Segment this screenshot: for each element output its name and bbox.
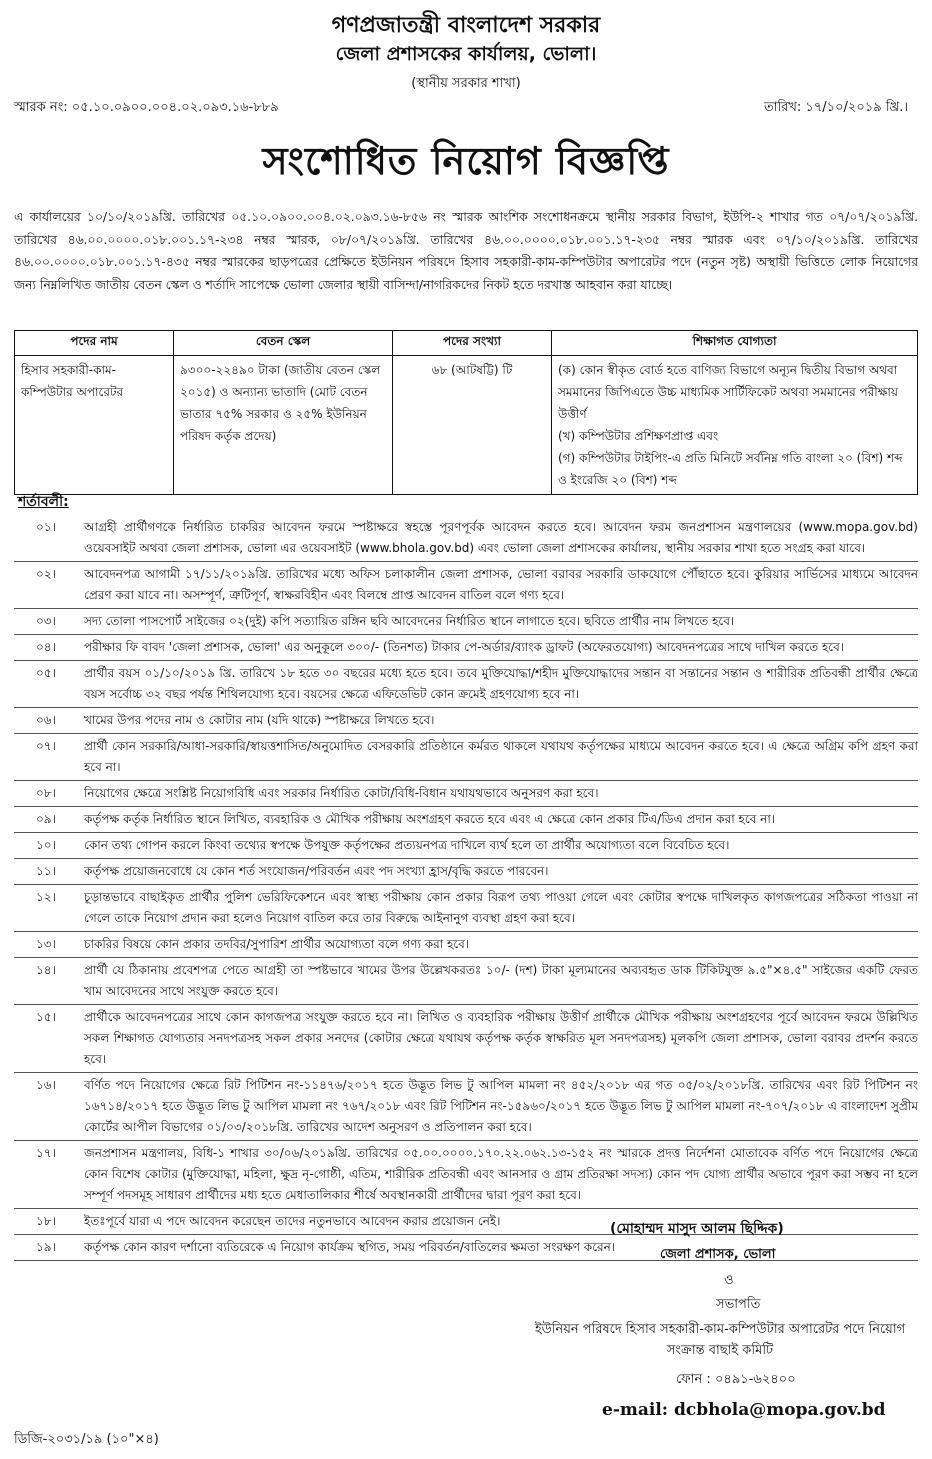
committee-name: ইউনিয়ন পরিষদে হিসাব সহকারী-কাম-কম্পিউটার অপারেটর পদে নিয়োগ সংক্রান্ত বাছাই কমিটি: [534, 1322, 906, 1358]
term-text: ইতঃপূর্বে যারা এ পদে আবেদন করেছেন তাদের নতুনভাবে আবেদন করার প্রয়োজন নেই।: [84, 1214, 501, 1228]
qualification-a: (ক) কোন স্বীকৃত বোর্ড হতে বাণিজ্য বিভাগে অন্যূন দ্বিতীয় বিভাগ অথবা সমমানের জিপিএতে উচ্চ মাধ্যমিক সার্টিফিকেট অথবা সমমানের পরীক্ষায় উত্তীর্ণ: [558, 363, 898, 421]
term-text: প্রার্থীর বয়স ০১/১০/২০১৯ খ্রি. তারিখে ১৮ হতে ৩০ বছরের মধ্যে হতে হবে। তবে মুক্তিযোদ্ধা/শহীদ মুক্তিযোদ্ধাদের সন্তান বা সন্তানের সন্তান ও শারীরিক প্রতিবন্ধী প্রার্থীর ক্ষেত্রে বয়স সর্বোচ্চ ৩২ বছর পর্যন্ত শিথিলযোগ্য হবে। বয়সের ক্ষেত্রে এফিডেভিট কোন ক্রমেই গ্রহণযোগ্য হবে না।: [84, 666, 918, 701]
signatory-name: (মোহাম্মদ মাসুদ আলম ছিদ্দিক): [610, 1221, 784, 1237]
term-number: ১৫।: [36, 1010, 56, 1024]
terms-heading: শর্তাবলী:: [18, 494, 69, 510]
term-item: [14, 635, 918, 661]
term-number: ১২।: [36, 890, 56, 904]
term-item: [14, 562, 918, 609]
footer-code: ডিজি-২০৩১/১৯ (১০"×৪): [14, 1432, 159, 1447]
term-number: ০৫।: [36, 666, 56, 680]
term-text: বর্ণিত পদে নিয়োগের ক্ষেত্রে রিট পিটিশন নং-১১৪৭৬/২০১৭ হতে উদ্ভূত লিভ টু আপিল মামলা নং ৪৫২/২০১৮ এর গত ০৫/০২/২০১৮খ্রি. তারিখের এবং রিট পিটিশন নং ১৬৭১৪/২০১৭ হতে উদ্ভূত লিভ টু আপিল মামলা নং ৭৬৭/২০১৮ এবং রিট পিটিশন নং-১৫৯৬০/২০১৭ হতে উদ্ভূত লিভ টু আপিল মামলা নং-৭০৭/২০১৮ এ বাংলাদেশ সুপ্রীম কোর্টের আপীল বিভাগের ০১/০৩/২০১৮খ্রি. তারিখের আদেশ অনুসরণ ও প্রতিপালন করা হবে।: [84, 1078, 918, 1134]
term-text: কোন তথ্য গোপন করলে কিংবা তথ্যের স্বপক্ষে উপযুক্ত কর্তৃপক্ষের প্রত্যয়নপত্র দাখিলে ব্যর্থ হলে তা প্রার্থীর অযোগ্যতা বলে বিবেচিত হবে।: [84, 838, 730, 852]
term-item: [14, 661, 918, 708]
term-item: [14, 708, 918, 734]
term-text: প্রার্থীকে আবেদনপত্রের সাথে কোন কাগজপত্র সংযুক্ত করতে হবে না। লিখিত ও ব্যবহারিক পরীক্ষায় উত্তীর্ণ প্রার্থীকে মৌখিক পরীক্ষায় অংশগ্রহণের পূর্বে আবেদন ফরমে উল্লিখিত সকল শিক্ষাগত যোগ্যতার সনদপত্রসহ সকল প্রকার সনদের (কোটার ক্ষেত্রে যথাযথ কর্তৃপক্ষ কর্তৃক স্বাক্ষরিত মূল সনদপত্রসহ) মূলকপি জেলা প্রশাসক, ভোলা বরাবর প্রদর্শন করতে হবে।: [84, 1010, 918, 1066]
term-text: সদ্য তোলা পাসপোর্ট সাইজের ০২(দুই) কপি সত্যায়িত রঙ্গিন ছবি আবেদনের নির্ধারিত স্থানে লাগাতে হবে। ছবিতে প্রার্থীর নাম লিখতে হবে।: [84, 614, 735, 628]
term-number: ১৭।: [36, 1146, 56, 1160]
term-text: নিয়োগের ক্ষেত্রে সংশ্লিষ্ট নিয়োগবিধি এবং সরকার নির্ধারিত কোটা/বিধি-বিধান যথাযথভাবে অনুসরণ করা হবে।: [84, 786, 599, 800]
term-item: [14, 609, 918, 635]
term-number: ১৯।: [36, 1240, 56, 1254]
term-item: [14, 1005, 918, 1073]
memo-number: স্মারক নং: ০৫.১০.০৯০০.০০৪.০২.০৯৩.১৬-৮৮৯: [14, 100, 279, 115]
term-number: ১৪।: [36, 963, 56, 977]
term-number: ১১।: [36, 864, 56, 878]
term-text: জনপ্রশাসন মন্ত্রণালয়, বিধি-১ শাখার ৩০/০৬/২০১৯খ্রি. তারিখের ০৫.০০.০০০০.১৭০.২২.০৬২.১৩-১৫২ নং স্মারকে প্রদত্ত নির্দেশনা মোতাবেক বর্ণিত পদে নিয়োগের ক্ষেত্রে কোন বিশেষ কোটার (মুক্তিযোদ্ধা, মহিলা, ক্ষুদ্র নৃ-গোষ্ঠী, এতিম, শারীরিক প্রতিবন্ধী এবং আনসার ও গ্রাম প্রতিরক্ষা সদস্য) কোন পদ যোগ্য প্রার্থীর অভাবে পূরণ করা সম্ভব না হলে সম্পূর্ণ পদসমূহ সাধারণ প্রার্থীদের মধ্য হতে মেধাতালিকার শীর্ষে অবস্থানকারী প্রার্থীদের দ্বারা পূরণ করা হবে।: [84, 1146, 918, 1202]
office-name: জেলা প্রশাসকের কার্যালয়, ভোলা।: [335, 43, 597, 65]
term-item: [14, 932, 918, 958]
term-item: [14, 781, 918, 807]
term-text: প্রার্থী যে ঠিকানায় প্রবেশপত্র পেতে আগ্রহী তা স্পষ্টভাবে খামের উপর উল্লেখকরতঃ ১০/- (দশ) টাকা মূল্যমানের অব্যবহৃত ডাক টিকিটযুক্ত ৯.৫"×৪.৫" সাইজের একটি ফেরত খাম আবেদনের সাথে সংযুক্ত করতে হবে।: [84, 963, 918, 998]
term-text: আগ্রহী প্রার্থীগণকে নির্ধারিত চাকরির আবেদন ফরমে স্পষ্টাক্ষরে স্বহস্তে পূরণপূর্বক আবেদন করতে হবে। আবেদন ফরম জনপ্রশাসন মন্ত্রণালয়ের (www.mopa.gov.bd) ওয়েবসাইট অথবা জেলা প্রশাসক, ভোলা এর ওয়েবসাইট (www.bhola.gov.bd) এবং ভোলা জেলা প্রশাসকের কার্যালয়, স্থানীয় সরকার শাখা হতে সংগ্রহ করা যাবে।: [84, 520, 918, 555]
contact-phone: ফোন : ০৪৯১-৬২৪০০: [676, 1372, 796, 1387]
term-item: [14, 734, 918, 781]
term-number: ০৮।: [36, 786, 56, 800]
signatory-designation: জেলা প্রশাসক, ভোলা: [660, 1247, 776, 1262]
term-number: ০৬।: [36, 713, 56, 727]
post-table: [14, 330, 918, 495]
term-item: [14, 1141, 918, 1209]
contact-email: e-mail: dcbhola@mopa.gov.bd: [602, 1400, 886, 1420]
term-number: ১৮।: [36, 1214, 56, 1228]
intro-paragraph: এ কার্যালয়ের ১০/১০/২০১৯খ্রি. তারিখের ০৫.১০.০৯০০.০০৪.০২.০৯৩.১৬-৮৫৬ নং স্মারক আংশিক সংশোধনক্রমে স্থানীয় সরকার বিভাগ, ইউপি-২ শাখার গত ০৭/০৭/২০১৯খ্রি. তারিখের ৪৬.০০.০০০০.০১৮.০০১.১৭-২৩৪ নম্বর স্মারক, ০৮/০৭/২০১৯খ্রি. তারিখের ৪৬.০০.০০০০.০১৮.০০১.১৭-২৩৫ নম্বর স্মারক এবং ০৭/১০/২০১৯খ্রি. তারিখের ৪৬.০০.০০০০.০১৮.০০১.১৭-৪৩৫ নম্বর স্মারকের ছাড়পত্রের প্রেক্ষিতে ইউনিয়ন পরিষদে হিসাব সহকারী-কাম-কম্পিউটার অপারেটর পদে (নতুন সৃষ্ট) অস্থায়ী ভিত্তিতে লোক নিয়োগের জন্য নিম্নলিখিত জাতীয় বেতন স্কেল ও শর্তাদি সাপেক্ষে ভোলা জেলার স্থায়ী বাসিন্দা/নাগরিকদের নিকট হতে দরখাস্ত আহবান করা যাচ্ছে।: [14, 210, 918, 292]
term-text: কর্তৃপক্ষ কর্তৃক নির্ধারিত স্থানে লিখিত, ব্যবহারিক ও মৌখিক পরীক্ষায় অংশগ্রহণ করতে হবে এবং এ ক্ষেত্রে কোন প্রকার টিএ/ডিএ প্রদান করা হবে না।: [84, 812, 776, 826]
term-text: চূড়ান্তভাবে বাছাইকৃত প্রার্থীর পুলিশ ভেরিফিকেশনে এবং স্বাস্থ্য পরীক্ষায় কোন প্রকার বিরূপ তথ্য পাওয়া গেলে এবং কোটার স্বপক্ষে দাখিলকৃত কাগজপত্রের সঠিকতা পাওয়া না গেলে তাকে নিয়োগ প্রদান করা হলেও নিয়োগ বাতিল করে তার বিরুদ্ধে আইনানুগ ব্যবস্থা গ্রহণ করা হবে।: [84, 890, 918, 925]
cell-qualification: [552, 356, 918, 495]
col-pay-scale: বেতন স্কেল: [174, 331, 393, 356]
term-text: খামের উপর পদের নাম ও কোটার নাম (যদি থাকে) স্পষ্টাক্ষরে লিখতে হবে।: [84, 713, 435, 727]
terms-list: [14, 515, 918, 1261]
cell-pay-scale: ৯৩০০-২২৪৯০ টাকা (জাতীয় বেতন স্কেল ২০১৫) ও অন্যান্য ভাতাদি (মোট বেতন ভাতার ৭৫% সরকার ও ২৫% ইউনিয়ন পরিষদ কর্তৃক প্রদেয়): [174, 356, 393, 495]
term-text: কর্তৃপক্ষ প্রয়োজনবোধে যে কোন শর্ত সংযোজন/পরিবর্তন এবং পদ সংখ্যা হ্রাস/বৃদ্ধি করতে পারবেন।: [84, 864, 549, 878]
term-item: [14, 515, 918, 562]
term-text: আবেদনপত্র আগামী ১৭/১১/২০১৯খ্রি. তারিখের মধ্যে অফিস চলাকালীন জেলা প্রশাসক, ভোলা বরাবর সরকারি ডাকযোগে পৌঁছাতে হবে। কুরিয়ার সার্ভিসের মাধ্যমে আবেদন প্রেরণ করা যাবে না। অসম্পূর্ণ, ত্রুটিপূর্ণ, স্বাক্ষরবিহীন এবং বিলম্বে প্রাপ্ত আবেদন বাতিল বলে গণ্য হবে।: [84, 567, 918, 602]
term-number: ০৪।: [36, 640, 56, 654]
signatory-role: সভাপতি: [716, 1297, 761, 1312]
term-number: ০৯।: [36, 812, 56, 826]
term-item: [14, 958, 918, 1005]
col-post-name: পদের নাম: [15, 331, 174, 356]
term-item: [14, 833, 918, 859]
term-item: [14, 885, 918, 932]
term-item: [14, 1073, 918, 1141]
term-item: [14, 807, 918, 833]
branch-name: (স্থানীয় সরকার শাখা): [411, 76, 521, 91]
term-item: [14, 859, 918, 885]
term-text: পরীক্ষার ফি বাবদ 'জেলা প্রশাসক, ভোলা' এর অনুকূলে ৩০০/- (তিনশত) টাকার পে-অর্ডার/ব্যাংক ড্রাফট (অফেরতযোগ্য) আবেদনপত্রের সাথে দাখিল করতে হবে।: [84, 640, 845, 654]
term-number: ১০।: [36, 838, 56, 852]
table-row: [15, 356, 918, 495]
table-header-row: [15, 331, 918, 356]
page-title: সংশোধিত নিয়োগ বিজ্ঞপ্তি: [262, 139, 670, 183]
cell-post-name: হিসাব সহকারী-কাম-কম্পিউটার অপারেটর: [15, 356, 174, 495]
qualification-c: (গ) কম্পিউটার টাইপিং-এ প্রতি মিনিটে সর্বনিম্ন গতি বাংলা ২০ (বিশ) শব্দ ও ইংরেজি ২০ (বিশ) শব্দ: [558, 451, 903, 487]
notice-date: তারিখ: ১৭/১০/২০১৯ খ্রি.।: [763, 100, 908, 115]
term-number: ১৬।: [36, 1078, 56, 1092]
term-text: প্রার্থী কোন সরকারি/আধা-সরকারি/স্বায়ত্তশাসিত/অনুমোদিত বেসরকারি প্রতিষ্ঠানে কর্মরত থাকলে যথাযথ কর্তৃপক্ষের মাধ্যমে আবেদন করতে হবে। এ ক্ষেত্রে অগ্রিম কপি গ্রহণ করা হবে না।: [84, 739, 918, 774]
signatory-and: ও: [724, 1273, 734, 1288]
term-number: ০১।: [36, 520, 56, 534]
cell-post-count: ৬৮ (আটষট্টি) টি: [393, 356, 552, 495]
term-number: ০২।: [36, 567, 56, 581]
qualification-b: (খ) কম্পিউটার প্রশিক্ষণপ্রাপ্ত এবং: [558, 429, 719, 443]
term-number: ০৩।: [36, 614, 56, 628]
col-qualification: শিক্ষাগত যোগ্যতা: [552, 331, 918, 356]
col-post-count: পদের সংখ্যা: [393, 331, 552, 356]
term-text: কর্তৃপক্ষ কোন কারণ দর্শানো ব্যতিরেকে এ নিয়োগ কার্যক্রম স্থগিত, সময় পরিবর্তন/বাতিলের ক্ষমতা সংরক্ষণ করেন।: [84, 1240, 616, 1254]
term-number: ১৩।: [36, 937, 56, 951]
government-name: গণপ্রজাতন্ত্রী বাংলাদেশ সরকার: [331, 13, 601, 38]
term-text: চাকরির বিষয়ে কোন প্রকার তদবির/সুপারিশ প্রার্থীর অযোগ্যতা বলে গণ্য করা হবে।: [84, 937, 470, 951]
term-number: ০৭।: [36, 739, 56, 753]
